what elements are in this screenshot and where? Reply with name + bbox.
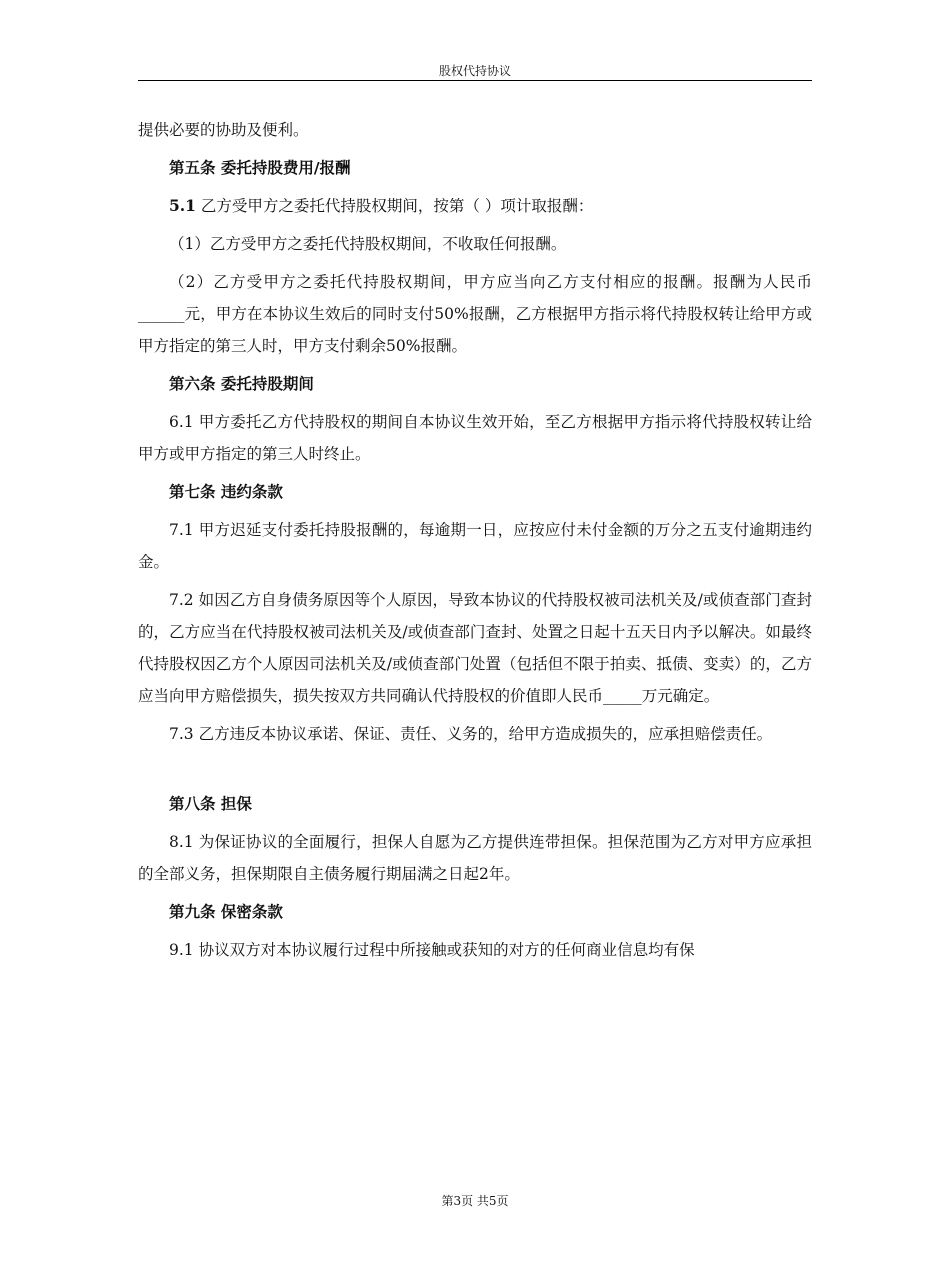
article-heading: 第六条 委托持股期间 bbox=[169, 375, 314, 393]
header-title: 股权代持协议 bbox=[438, 64, 511, 78]
page-footer bbox=[0, 1192, 950, 1209]
clause-paragraph: 6.1 甲方委托乙方代持股权的期间自本协议生效开始，至乙方根据甲方指示将代持股权转让给甲方或甲方指定的第三人时终止。 bbox=[138, 413, 812, 463]
page-header bbox=[138, 62, 812, 81]
article-heading: 第七条 违约条款 bbox=[169, 483, 283, 501]
clause-paragraph: 7.1 甲方迟延支付委托持股报酬的，每逾期一日，应按应付未付金额的万分之五支付逾期违约金。 bbox=[138, 521, 812, 571]
clause-paragraph: 9.1 协议双方对本协议履行过程中所接触或获知的对方的任何商业信息均有保 bbox=[169, 941, 695, 959]
article-heading: 第九条 保密条款 bbox=[169, 903, 283, 921]
clause-paragraph: 8.1 为保证协议的全面履行，担保人自愿为乙方提供连带担保。担保范围为乙方对甲方应承担的全部义务，担保期限自主债务履行期届满之日起2年。 bbox=[138, 833, 812, 883]
clause-paragraph: 7.2 如因乙方自身债务原因等个人原因，导致本协议的代持股权被司法机关及/或侦查部门查封的，乙方应当在代持股权被司法机关及/或侦查部门查封、处置之日起十五天日内予以解决。如最终代持股权因乙方个人原因司法机关及/或侦查部门处置（包括但不限于拍卖、抵债、变卖）的，乙方应当向甲方赔偿损失，损失按双方共同确认代持股权的价值即人民币_____万元确定。 bbox=[138, 591, 812, 705]
clause-paragraph bbox=[138, 190, 812, 222]
clause-paragraph: （2）乙方受甲方之委托代持股权期间，甲方应当向乙方支付相应的报酬。报酬为人民币______元，甲方在本协议生效后的同时支付50%报酬，乙方根据甲方指示将代持股权转让给甲方或甲方指定的第三人时，甲方支付剩余50%报酬。 bbox=[138, 273, 812, 355]
page-number: 第3页 共5页 bbox=[441, 1194, 509, 1208]
document-body bbox=[138, 114, 812, 972]
clause-paragraph: 提供必要的协助及便利。 bbox=[138, 121, 309, 139]
clause-number: 5.1 bbox=[169, 196, 196, 215]
clause-paragraph: 7.3 乙方违反本协议承诺、保证、责任、义务的，给甲方造成损失的，应承担赔偿责任。 bbox=[169, 725, 773, 743]
blank-line bbox=[138, 756, 812, 788]
clause-text: 乙方受甲方之委托代持股权期间，按第（ ）项计取报酬： bbox=[195, 197, 594, 215]
article-heading: 第八条 担保 bbox=[169, 795, 252, 813]
clause-paragraph: （1）乙方受甲方之委托代持股权期间，不收取任何报酬。 bbox=[169, 235, 567, 253]
article-heading: 第五条 委托持股费用/报酬 bbox=[169, 159, 351, 177]
